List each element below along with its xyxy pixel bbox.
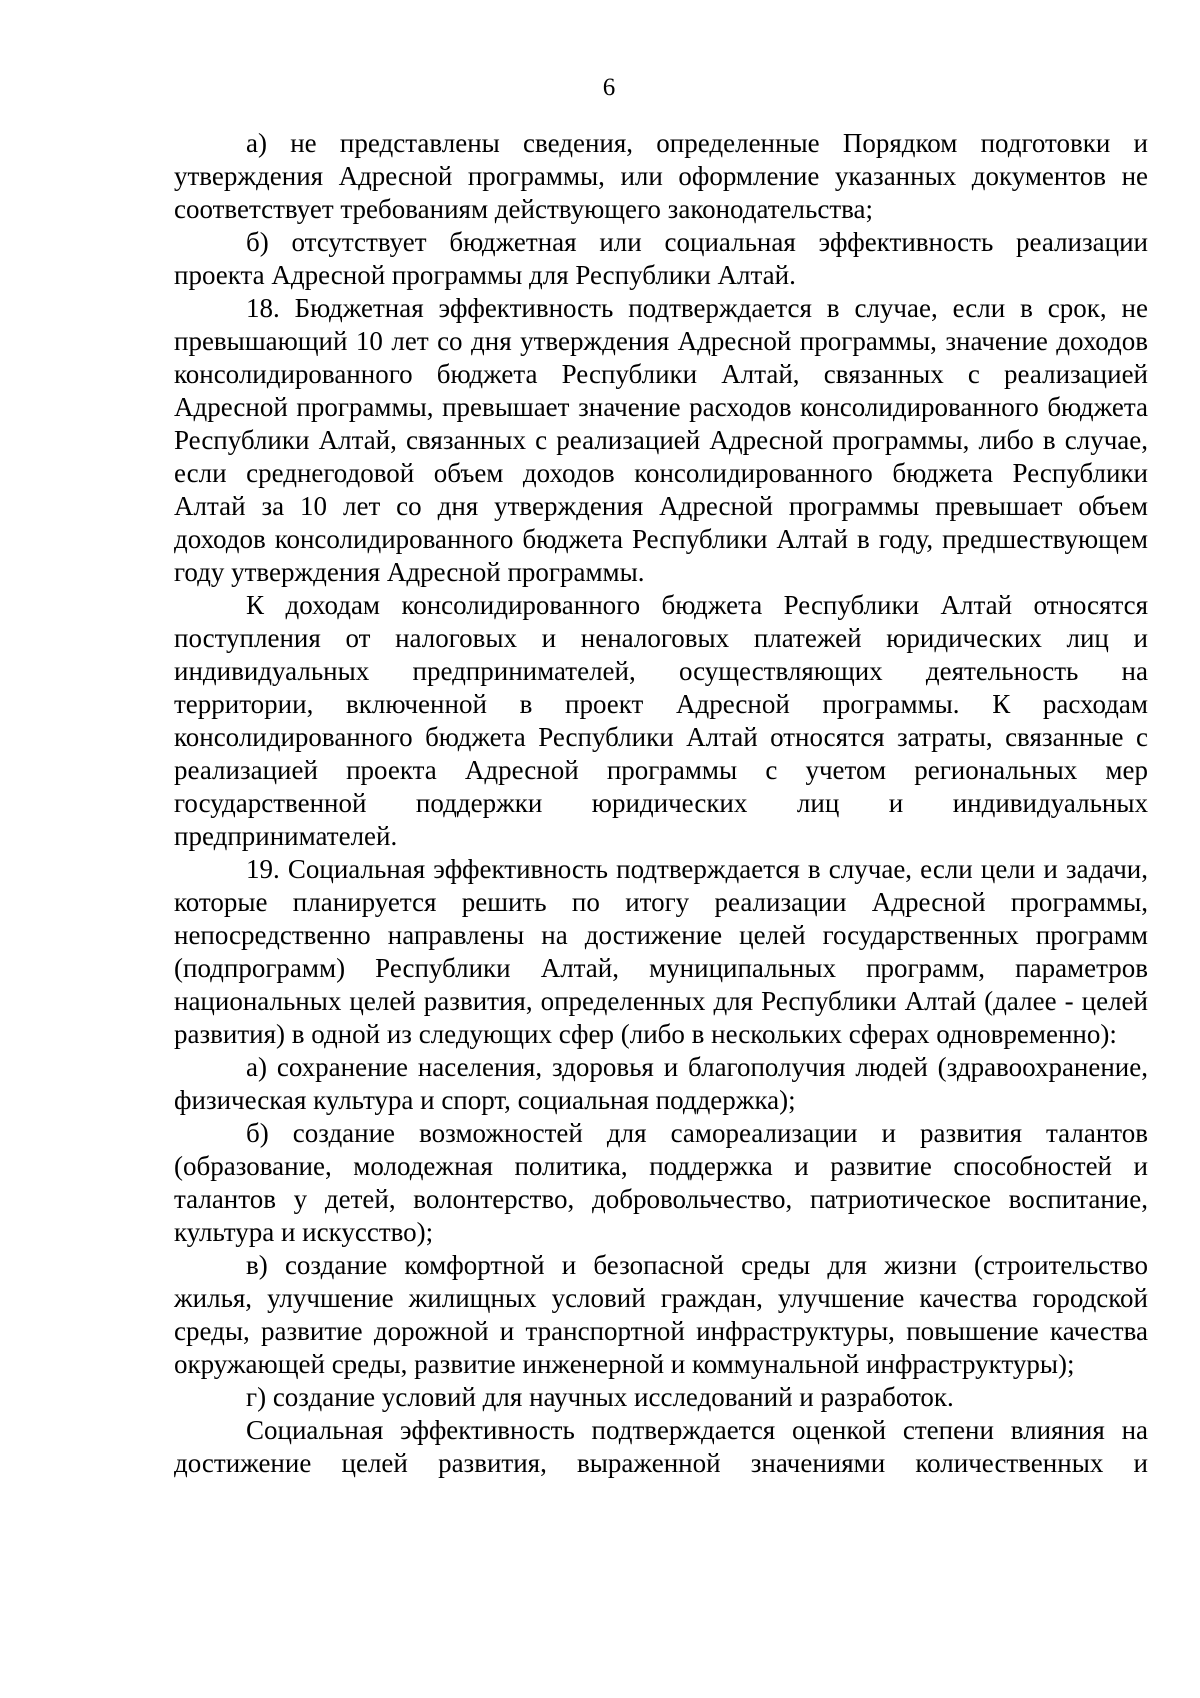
paragraph-v-environment: в) создание комфортной и безопасной среды для жизни (строительство жилья, улучшение жилищных условий граждан, улучшение качества городской среды, развитие дорожной и транспортной инфраструктуры, повышение качества окружающей среды, развитие инженерной и коммунальной инфраструктуры); (174, 1250, 1148, 1379)
paragraph-a-missing-info: а) не представлены сведения, определенные Порядком подготовки и утверждения Адресной программы, или оформление указанных документов не соответствует требованиям действующего законодательства; (174, 128, 1148, 224)
document-body (174, 127, 1148, 1480)
paragraph-budget-revenues: К доходам консолидированного бюджета Республики Алтай относятся поступления от налоговых и неналоговых платежей юридических лиц и индивидуальных предпринимателей, осуществляющих деятельность на территории, включенной в проект Адресной программы. К расходам консолидированного бюджета Республики Алтай относятся затраты, связанные с реализацией проекта Адресной программы с учетом региональных мер государственной поддержки юридических лиц и индивидуальных предпринимателей. (174, 590, 1148, 851)
paragraph-19-social-efficiency: 19. Социальная эффективность подтверждается в случае, если цели и задачи, которые планируется решить по итогу реализации Адресной программы, непосредственно направлены на достижение целей государственных программ (подпрограмм) Республики Алтай, муниципальных программ, параметров национальных целей развития, определенных для Республики Алтай (далее - целей развития) в одной из следующих сфер (либо в нескольких сферах одновременно): (174, 854, 1148, 1049)
paragraph-g-research: г) создание условий для научных исследований и разработок. (246, 1382, 954, 1412)
paragraph-18-budget-efficiency: 18. Бюджетная эффективность подтверждается в случае, если в срок, не превышающий 10 лет со дня утверждения Адресной программы, значение доходов консолидированного бюджета Республики Алтай, связанных с реализацией Адресной программы, превышает значение расходов консолидированного бюджета Республики Алтай, связанных с реализацией Адресной программы, либо в случае, если среднегодовой объем доходов консолидированного бюджета Республики Алтай за 10 лет со дня утверждения Адресной программы превышает объем доходов консолидированного бюджета Республики Алтай в году, предшествующем году утверждения Адресной программы. (174, 293, 1148, 587)
paragraph-b-no-efficiency: б) отсутствует бюджетная или социальная эффективность реализации проекта Адресной программы для Республики Алтай. (174, 227, 1148, 290)
paragraph-social-assessment: Социальная эффективность подтверждается оценкой степени влияния на достижение целей развития, выраженной значениями количественных и (174, 1415, 1148, 1478)
paragraph-a-population: а) сохранение населения, здоровья и благополучия людей (здравоохранение, физическая культура и спорт, социальная поддержка); (174, 1052, 1148, 1115)
paragraph-b-talents: б) создание возможностей для самореализации и развития талантов (образование, молодежная политика, поддержка и развитие способностей и талантов у детей, волонтерство, добровольчество, патриотическое воспитание, культура и искусство); (174, 1118, 1148, 1247)
page-number: 6 (602, 74, 616, 101)
